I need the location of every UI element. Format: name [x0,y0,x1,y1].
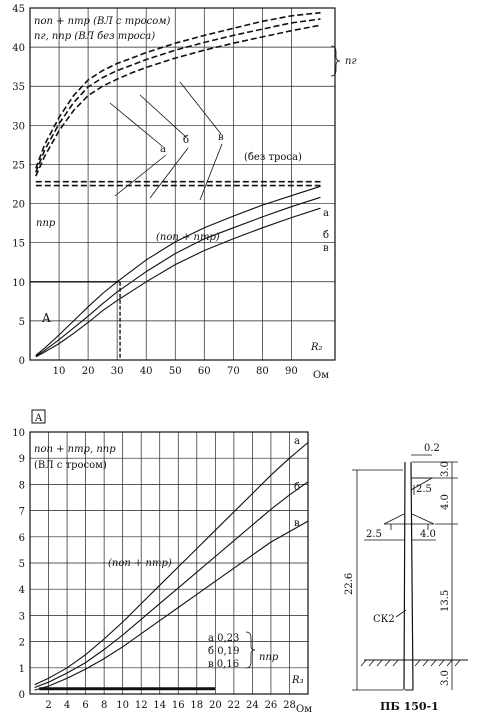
x-tick-label: 2 [45,700,52,711]
y-tick-label: 20 [12,199,25,211]
top-sum-label: (nоп + nтр) [156,232,220,243]
x-tick-label: 10 [52,366,66,377]
y-tick-label: 3 [18,611,25,623]
bottom-end-label-v: в [294,518,300,529]
middle-crossarm [384,514,434,524]
leader-line [180,82,221,134]
y-tick-label: 25 [12,160,25,172]
y-tick-label: 9 [18,454,25,466]
mid-label-a: а [160,144,166,155]
tower-drawing [344,443,468,713]
top-x-unit: Ом [313,370,329,381]
npr-label: nпр [36,218,56,229]
y-tick-label: 35 [12,82,25,94]
y-tick-label: 5 [18,559,25,570]
y-tick-label: 5 [18,316,25,328]
dim-d5-text: 4.0 [420,529,436,540]
dim-d6-text: 13.5 [440,589,451,612]
y-tick-label: 6 [18,532,25,544]
y-tick-label: 7 [18,506,25,518]
mid-label-b: б [183,135,190,146]
x-tick-label: 16 [171,700,185,711]
x-tick-label: 18 [190,700,204,711]
leader-line [200,144,222,200]
y-tick-label: 0 [18,690,25,701]
leader-line [150,148,188,198]
npr-brace [246,632,255,668]
x-tick-label: 20 [81,366,95,377]
end-label-b: б [323,230,330,241]
bottom-chart-x-ticks [45,700,295,711]
y-tick-label: 40 [12,43,25,55]
bottom-sum-label: (nоп + nтр) [108,558,172,569]
mid-label-v: в [218,132,224,143]
top-chart-frame [30,8,335,360]
dim-total-text: 22.6 [344,572,355,595]
top-legend-line-2: nг, nпр (ВЛ без троса) [34,31,156,42]
x-tick-label: 4 [63,700,71,711]
dim-d1-text: 3.0 [440,461,451,477]
x-tick-label: 22 [227,700,241,711]
x-tick-label: 70 [226,366,240,377]
bottom-chart-y-ticks [12,428,25,701]
bottom-end-label-b: б [294,482,301,493]
bottom-chart [12,410,312,715]
x-tick-label: 80 [256,366,269,377]
x-tick-label: 10 [116,700,130,711]
y-tick-label: 45 [12,4,25,15]
top-chart [12,4,356,381]
point-a-label: A [42,311,51,325]
npr-row-v: в 0,16 [208,659,240,670]
dim-d3-text: 4.0 [440,494,451,510]
y-tick-label: 10 [12,277,25,289]
dim-d2-text: 2.5 [416,484,432,495]
npr-row-a: а 0,23 [208,633,240,644]
y-tick-label: 10 [12,428,25,439]
x-tick-label: 8 [100,700,108,711]
end-label-a: а [323,208,329,219]
leader-line [115,155,166,196]
bez-trosa-label: (без троса) [244,152,302,163]
series-line-1 [36,197,321,356]
top-chart-y-ticks [12,4,25,367]
npr-bottom-label: nпр [259,652,279,663]
dim-d4-text: 2.5 [366,529,382,540]
x-tick-label: 30 [110,366,124,377]
top-chart-x-ticks [53,366,298,377]
a-box-label: A [35,413,43,424]
y-tick-label: 2 [18,637,25,649]
bottom-x-unit: Ом [296,704,312,715]
x-tick-label: 6 [82,700,89,711]
y-tick-label: 4 [18,585,25,597]
x-tick-label: 20 [208,700,222,711]
pole [404,462,413,690]
dim-top-text: 0.2 [424,443,440,454]
top-legend-line-1: nоп + nтр (ВЛ с тросом) [34,16,171,27]
dim-d7-text: 3.0 [440,670,451,686]
top-chart-grid [30,8,335,360]
x-tick-label: 40 [139,366,153,377]
bottom-end-label-a: а [294,436,300,447]
x-tick-label: 26 [264,700,278,711]
y-tick-label: 0 [18,356,25,367]
x-tick-label: 90 [285,366,298,377]
x-tick-label: 60 [197,366,211,377]
ground-hatch [361,660,460,666]
npr-row-b: б 0,19 [208,646,240,657]
bottom-legend-line-2: (ВЛ с тросом) [34,460,107,471]
tower-caption: ПБ 150-1 [380,700,439,713]
end-label-v: в [323,243,329,254]
leader-line [110,103,162,146]
x-tick-label: 28 [283,700,296,711]
x-tick-label: 12 [134,700,148,711]
series-line-2 [35,521,308,690]
sk2-label: СК2 [373,614,395,625]
leader-line [140,95,186,137]
top-x-axis-label: R₂ [311,342,323,353]
y-tick-label: 30 [12,121,25,133]
ng-label: nг [345,56,357,67]
series-line-2 [36,208,321,357]
x-tick-label: 24 [246,700,259,711]
bottom-x-axis-label: R₃ [292,675,304,686]
y-tick-label: 1 [18,663,25,675]
y-tick-label: 15 [12,238,25,250]
x-tick-label: 14 [153,700,167,711]
y-tick-label: 8 [18,480,25,492]
x-tick-label: 50 [168,366,182,377]
bottom-legend-line-1: nоп + nтр, nпр [34,444,116,455]
